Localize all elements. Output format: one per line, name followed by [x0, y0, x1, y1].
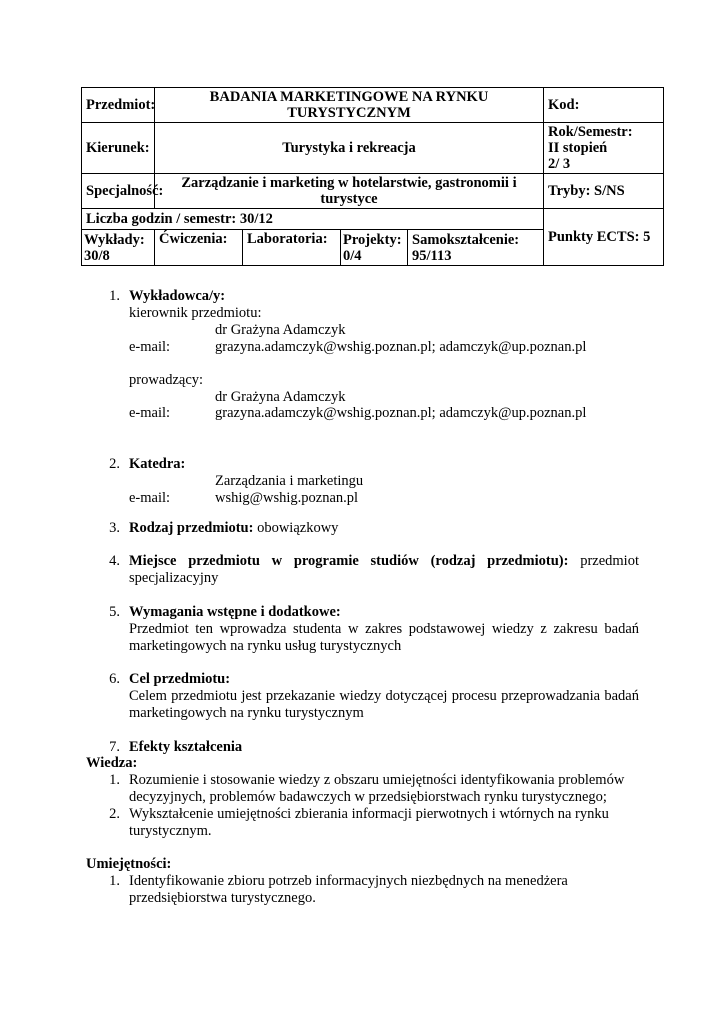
rodzaj-value: obowiązkowy [257, 520, 339, 536]
section-title: Cel przedmiotu: [129, 671, 231, 687]
kierownik-name: dr Grażyna Adamczyk [215, 322, 346, 338]
list-item-number: 1. [109, 873, 120, 889]
list-item: przedsiębiorstwa turystycznego. [129, 890, 316, 906]
list-item: turystycznym. [129, 823, 212, 839]
prowadzacy-label: prowadzący: [129, 372, 204, 388]
punkty-ects: Punkty ECTS: 5 [544, 209, 664, 266]
laboratoria-label: Laboratoria: [243, 230, 341, 266]
tryby-value: Tryby: S/NS [544, 174, 664, 209]
samoksztalcenie-cell [408, 230, 544, 266]
section-number: 3. [109, 520, 120, 536]
specjalnosc-value: Zarządzanie i marketing w hotelarstwie, gastronomii i turystyce [155, 174, 544, 209]
list-item: Wykształcenie umiejętności zbierania informacji pierwotnych i wtórnych na rynku [129, 806, 609, 822]
rok-semestr-label: Rok/Semestr: [548, 124, 633, 140]
list-item: Rozumienie i stosowanie wiedzy z obszaru umiejętności identyfikowania problemów [129, 772, 625, 788]
section-number: 4. [109, 553, 120, 569]
rok-semestr-cell [544, 123, 664, 174]
email-label: e-mail: [129, 490, 171, 506]
prowadzacy-name: dr Grażyna Adamczyk [215, 389, 346, 405]
kierownik-label: kierownik przedmiotu: [129, 305, 262, 321]
wiedza-heading: Wiedza: [86, 755, 138, 771]
kierunek-label: Kierunek: [82, 123, 155, 174]
section-number: 6. [109, 671, 120, 687]
umiejetnosci-heading: Umiejętności: [86, 856, 172, 872]
list-item-number: 1. [109, 772, 120, 788]
specjalnosc-label: Specjalność: [82, 174, 155, 209]
projekty-cell [341, 230, 408, 266]
list-item: Identyfikowanie zbioru potrzeb informacyjnych niezbędnych na menedżera [129, 873, 568, 889]
wymagania-line: Przedmiot ten wprowadza studenta w zakres podstawowej wiedzy z zakresu badań [129, 621, 639, 637]
section-title: Katedra: [129, 456, 186, 472]
miejsce-value: przedmiot [580, 553, 639, 569]
wyklady-label: Wykłady: [84, 231, 145, 248]
wymagania-line: marketingowych na rynku usług turystycznych [129, 638, 402, 654]
section-number: 5. [109, 604, 120, 620]
przedmiot-label: Przedmiot: [82, 88, 155, 123]
katedra-email: wshig@wshig.poznan.pl [215, 490, 359, 506]
kierunek-value: Turystyka i rekreacja [155, 123, 544, 174]
section-number: 1. [109, 288, 120, 304]
samoksztalcenie-label: Samokształcenie: [412, 231, 520, 248]
cwiczenia-label: Ćwiczenia: [155, 230, 243, 266]
email-label: e-mail: [129, 339, 171, 355]
cel-line: marketingowych na rynku turystycznym [129, 705, 364, 721]
wyklady-cell [82, 230, 155, 266]
stopien-value: II stopień [548, 140, 608, 156]
kierownik-email: grazyna.adamczyk@wshig.poznan.pl; adamczyk@up.poznan.pl [215, 339, 587, 355]
section-title: Wykładowca/y: [129, 288, 226, 304]
projekty-value: 0/4 [343, 247, 362, 264]
katedra-name: Zarządzania i marketingu [215, 473, 364, 489]
miejsce-value-cont: specjalizacyjny [129, 570, 219, 586]
samoksztalcenie-value: 95/113 [412, 247, 452, 264]
liczba-godzin: Liczba godzin / semestr: 30/12 [82, 209, 544, 230]
wyklady-value: 30/8 [84, 247, 110, 264]
projekty-label: Projekty: [343, 231, 402, 248]
course-header-table [81, 87, 664, 266]
section-title: Miejsce przedmiotu w programie studiów (rodzaj przedmiotu): [129, 553, 569, 569]
section-title: Wymagania wstępne i dodatkowe: [129, 604, 341, 620]
section-number: 2. [109, 456, 120, 472]
list-item-number: 2. [109, 806, 120, 822]
przedmiot-value: BADANIA MARKETINGOWE NA RYNKU TURYSTYCZNYM [155, 88, 544, 123]
rok-semestr-value: 2/ 3 [548, 156, 571, 172]
prowadzacy-email: grazyna.adamczyk@wshig.poznan.pl; adamczyk@up.poznan.pl [215, 405, 587, 421]
cel-line: Celem przedmiotu jest przekazanie wiedzy dotyczącej procesu przeprowadzania badań [129, 688, 639, 704]
list-item: decyzyjnych, problemów badawczych w przedsiębiorstwach rynku turystycznego; [129, 789, 607, 805]
section-title: Efekty kształcenia [129, 739, 243, 755]
email-label: e-mail: [129, 405, 171, 421]
kod-label: Kod: [544, 88, 664, 123]
section-number: 7. [109, 739, 120, 755]
section-title: Rodzaj przedmiotu: [129, 520, 254, 536]
